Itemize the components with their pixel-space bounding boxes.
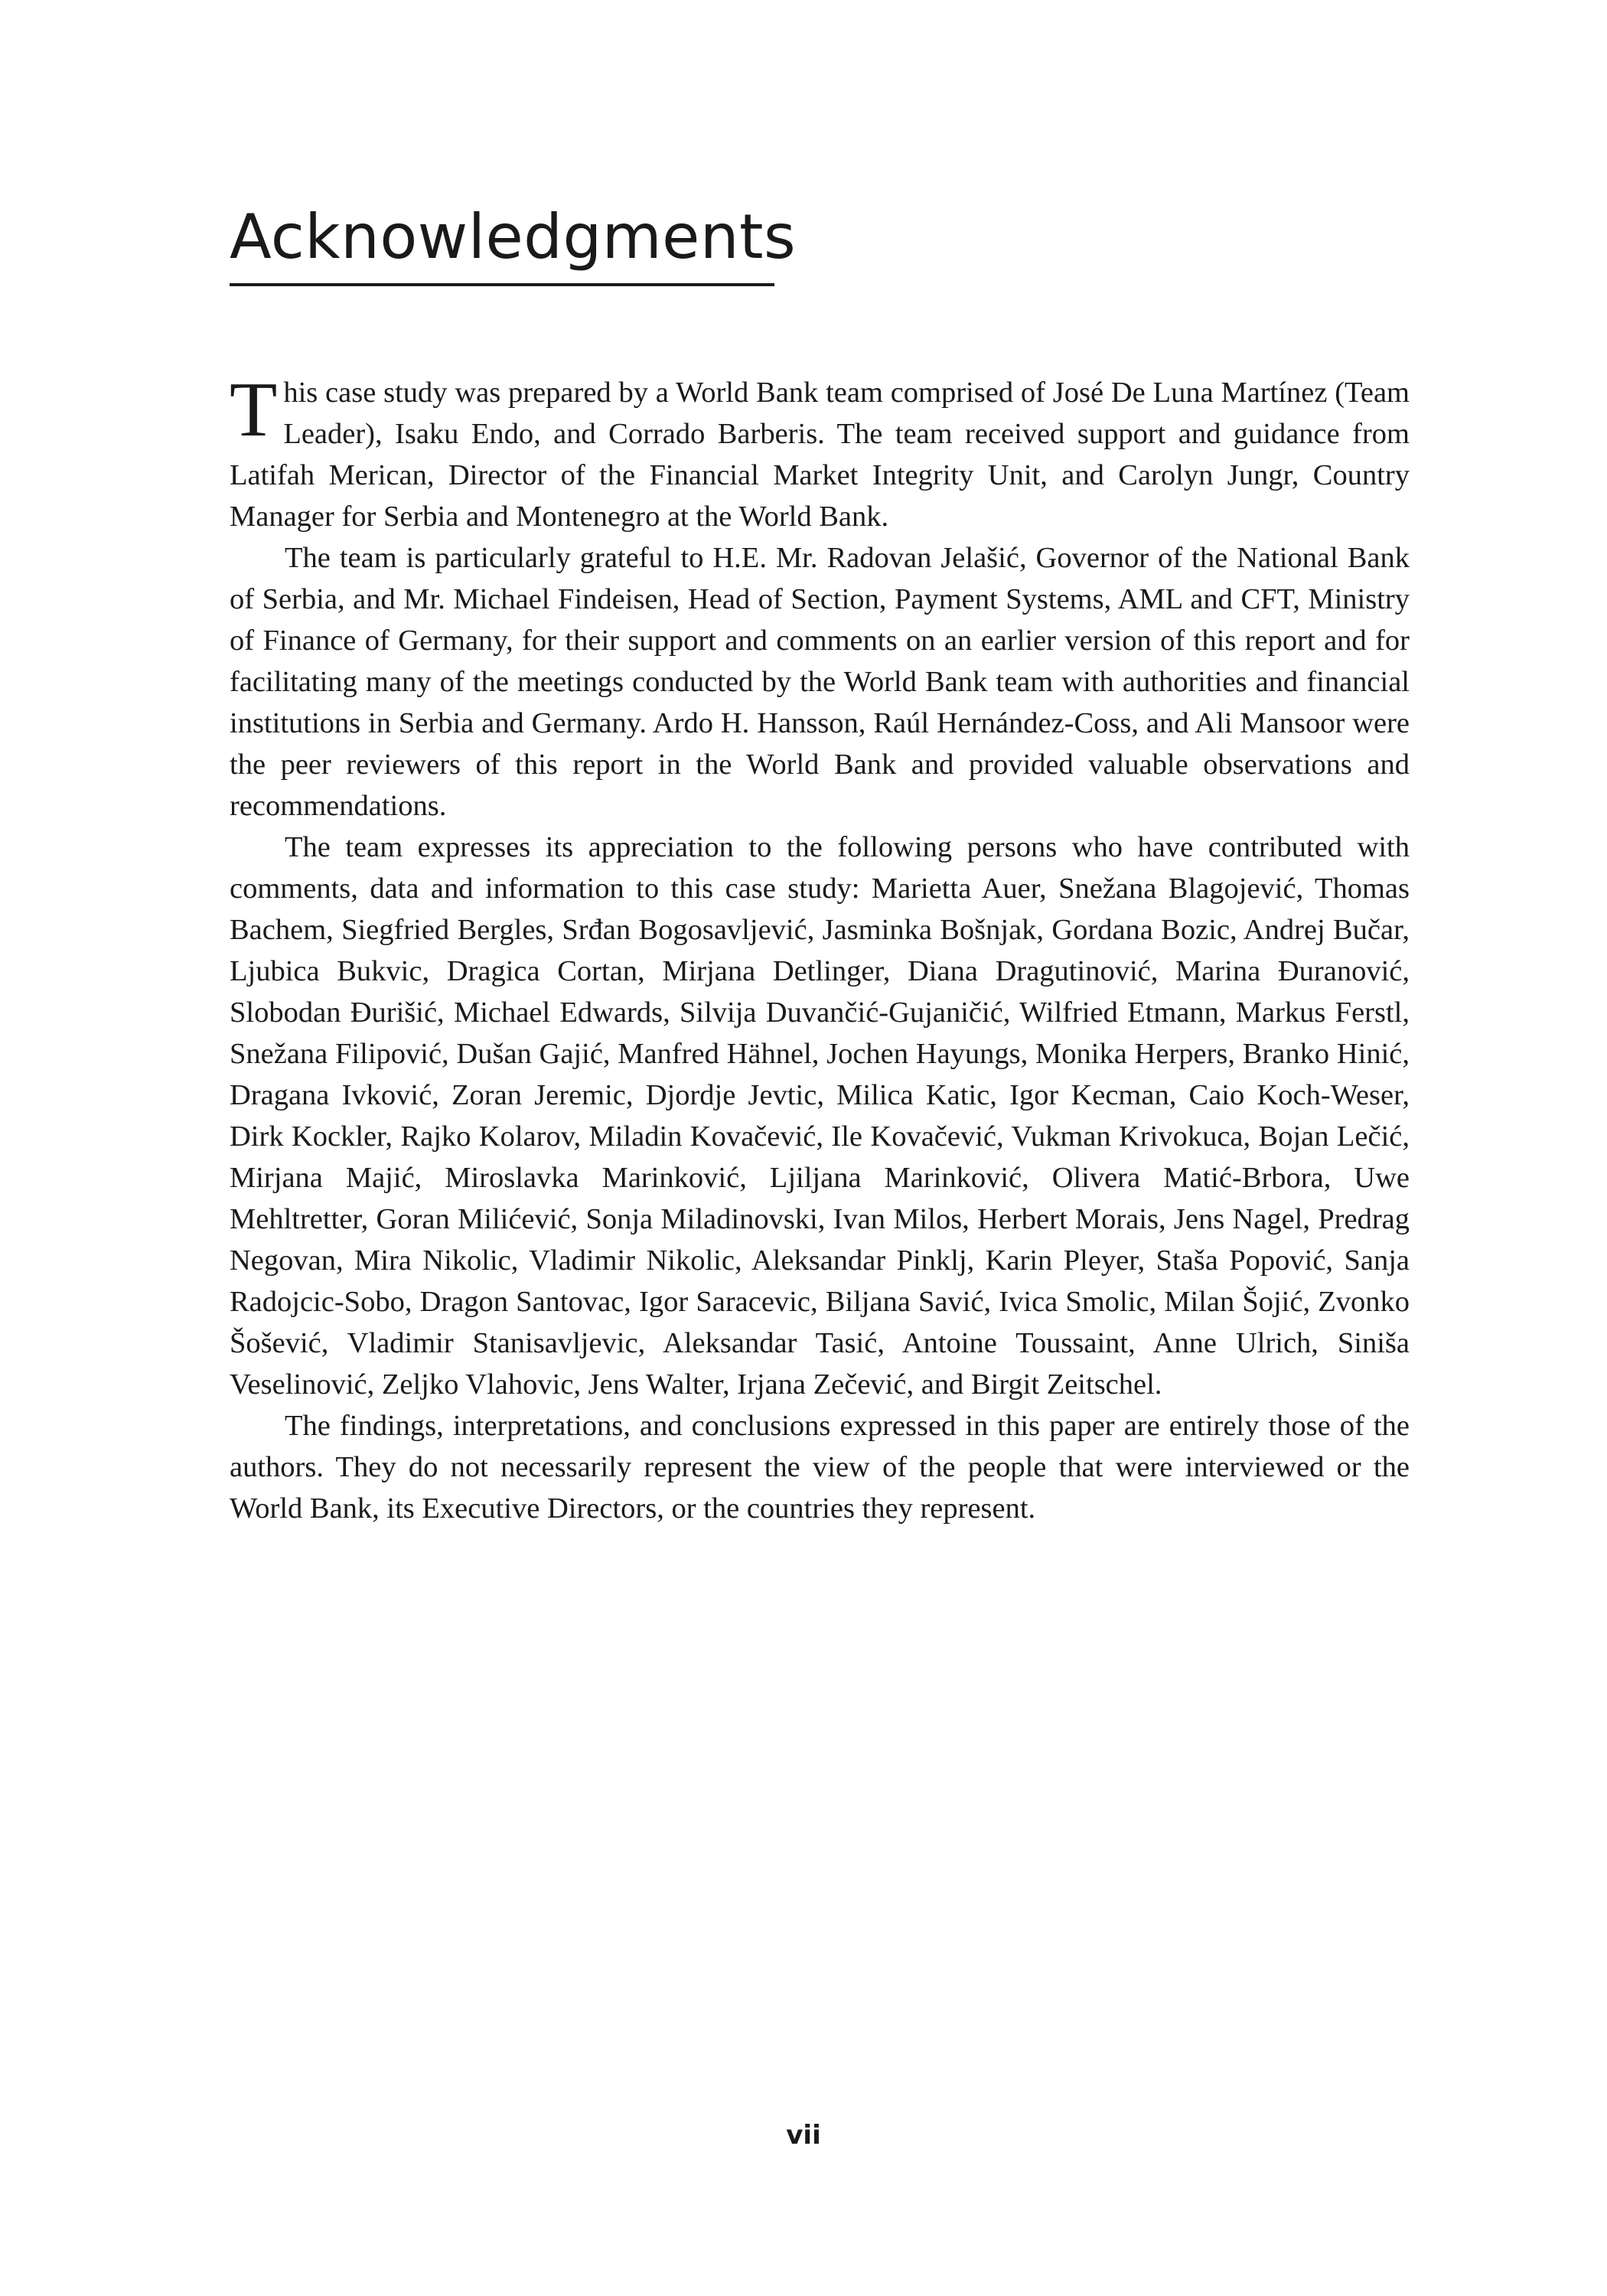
page-title: Acknowledgments bbox=[230, 207, 774, 286]
page-number: vii bbox=[786, 2120, 821, 2151]
paragraph-2: The team is particularly grateful to H.E. Mr. Radovan Jelašić, Governor of the National Bank of Serbia, and Mr. Michael Findeisen, Head of Section, Payment Systems, AML and CFT, Ministry of Finance of Germany, for their support and comments on an earlier version of this report and for facilitating many of the meetings conducted by the World Bank team with authorities and financial institutions in Serbia and Germany. Ardo H. Hansson, Raúl Hernández-Coss, and Ali Mansoor were the peer reviewers of this report in the World Bank and provided valuable observations and recommendations. bbox=[230, 542, 1410, 822]
paragraph-3: The team expresses its appreciation to the following persons who have contributed with comments, data and information to this case study: Marietta Auer, Snežana Blagojević, Thomas Bachem, Siegfried Bergles, Srđan Bogosavljević, Jasminka Bošnjak, Gordana Bozic, Andrej Bučar, Ljubica Bukvic, Dragica Cortan, Mirjana Detlinger, Diana Dragutinović, Marina Đuranović, Slobodan Đurišić, Michael Edwards, Silvija Duvančić-Gujaničić, Wilfried Etmann, Markus Ferstl, Snežana Filipović, Dušan Gajić, Manfred Hähnel, Jochen Hayungs, Monika Herpers, Branko Hinić, Dragana Ivković, Zoran Jeremic, Djordje Jevtic, Milica Katic, Igor Kecman, Caio Koch-Weser, Dirk Kockler, Rajko Kolarov, Miladin Kovačević, Ile Kovačević, Vukman Krivokuca, Bojan Lečić, Mirjana Majić, Miroslavka Marinković, Ljiljana Marinković, Olivera Matić-Brbora, Uwe Mehltretter, Goran Milićević, Sonja Miladinovski, Ivan Milos, Herbert Morais, Jens Nagel, Predrag Negovan, Mira Nikolic, Vladimir Nikolic, Aleksandar Pinklj, Karin Pleyer, Staša Popović, Sanja Radojcic-Sobo, Dragon Santovac, Igor Saracevic, Biljana Savić, Ivica Smolic, Milan Šojić, Zvonko Šošević, Vladimir Stanisavljevic, Aleksandar Tasić, Antoine Toussaint, Anne Ulrich, Siniša Veselinović, Zeljko Vlahovic, Jens Walter, Irjana Zečević, and Birgit Zeitschel. bbox=[230, 831, 1410, 1401]
paragraph-4: The findings, interpretations, and conclusions expressed in this paper are entirely those of the authors. They do not necessarily represent the view of the people that were interviewed or the World Bank, its Executive Directors, or the countries they represent. bbox=[230, 1410, 1410, 1525]
acknowledgments-body bbox=[230, 367, 1410, 1529]
drop-cap: T bbox=[230, 367, 278, 453]
paragraph-1 bbox=[230, 367, 1410, 537]
paragraph-1-text: his case study was prepared by a World Bank team comprised of José De Luna Martínez (Team Leader), Isaku Endo, and Corrado Barberis. The team received support and guidance from Latifah Merican, Director of the Financial Market Integrity Unit, and Carolyn Jungr, Country Manager for Serbia and Montenegro at the World Bank. bbox=[230, 377, 1410, 533]
